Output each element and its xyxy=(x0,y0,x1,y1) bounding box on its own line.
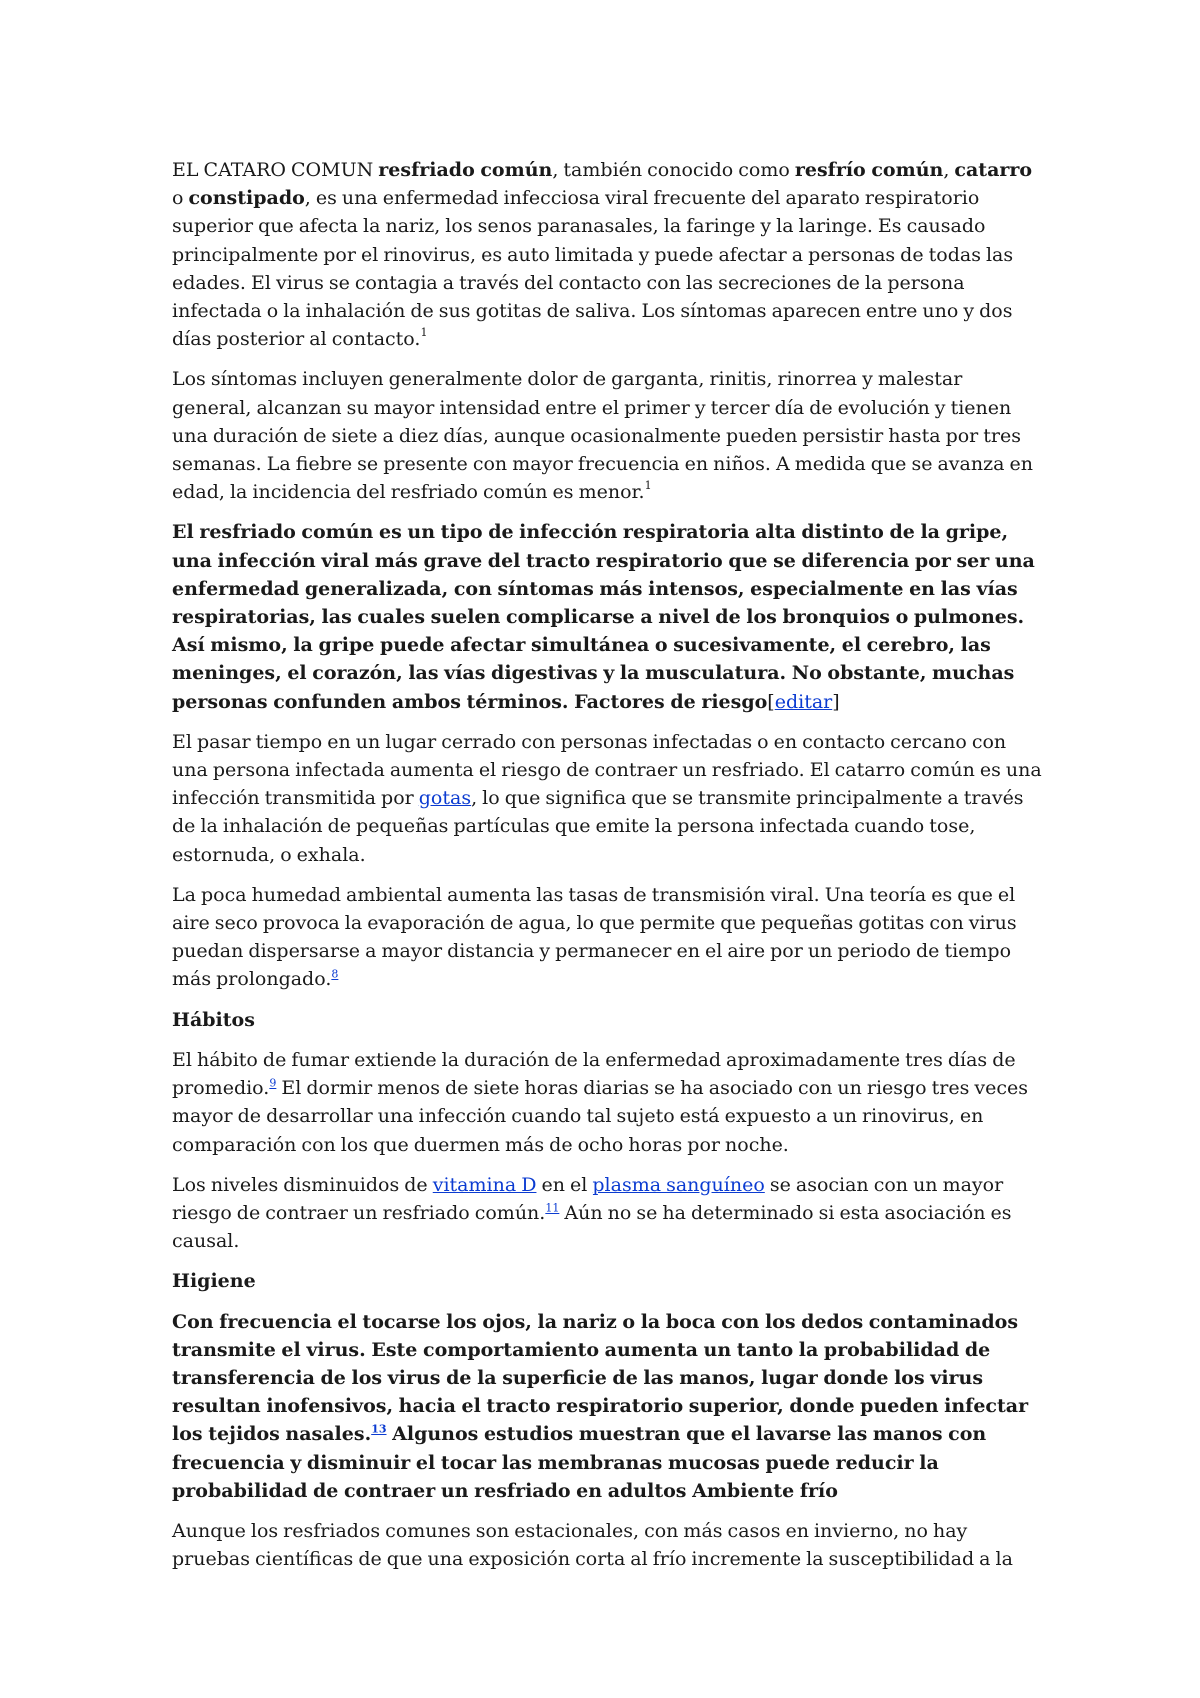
paragraph-intro xyxy=(172,156,1042,353)
edit-link[interactable]: editar xyxy=(774,690,833,713)
transmission-text-1: El pasar tiempo en un lugar cerrado con personas infectadas o en contacto cercano con una persona infectada aumenta el riesgo de contraer un resfriado. El catarro común es una infección transmitida por xyxy=(172,730,1042,810)
term-resfrio-comun: resfrío común xyxy=(794,159,944,181)
humidity-text: La poca humedad ambiental aumenta las tasas de transmisión viral. Una teoría es que el aire seco provoca la evaporación de agua, lo que permite que pequeñas gotitas con virus puedan dispersarse a mayor distancia y permanecer en el aire por un periodo de tiempo más prolongado. xyxy=(172,883,1017,991)
heading-higiene: Higiene xyxy=(172,1270,256,1293)
footnote-marker: 1 xyxy=(644,478,652,492)
paragraph-vitamin-d xyxy=(172,1171,1042,1256)
paragraph-hygiene xyxy=(172,1308,1042,1505)
plasma-sanguineo-link[interactable]: plasma sanguíneo xyxy=(592,1173,765,1196)
gotas-link[interactable]: gotas xyxy=(418,787,472,810)
edit-bracket-open: [ xyxy=(767,690,775,713)
habits-text-2: El dormir menos de siete horas diarias se ha asociado con un riesgo tres veces mayor de desarrollar una infección cuando tal sujeto está expuesto a un rinovirus, en comparación con los que duermen más de ocho horas por noche. xyxy=(172,1077,1029,1156)
intro-text-3: o xyxy=(172,187,189,210)
footnote-marker: 1 xyxy=(420,325,428,339)
paragraph-transmission xyxy=(172,728,1042,869)
vitamin-text-4: Aún no se ha determinado si esta asociación es causal. xyxy=(172,1201,1012,1253)
symptoms-text: Los síntomas incluyen generalmente dolor de garganta, rinitis, rinorrea y malestar general, alcanzan su mayor intensidad entre el primer y tercer día de evolución y tienen una duración de siete a diez días, aunque ocasionalmente pueden persistir hasta por tres semanas. La fiebre se presente con mayor frecuencia en niños. A medida que se avanza en edad, la incidencia del resfriado común es menor. xyxy=(172,368,1033,504)
term-catarro: catarro xyxy=(954,159,1033,181)
gripe-text: El resfriado común es un tipo de infección respiratoria alta distinto de la gripe, una infección viral más grave del tracto respiratorio que se diferencia por ser una enfermedad generalizada, con síntomas más intensos, especialmente en las vías respiratorias, las cuales suelen complicarse a nivel de los bronquios o pulmones. Así mismo, la gripe puede afectar simultánea o sucesivamente, el cerebro, las meninges, el corazón, las vías digestivas y la musculatura. No obstante, muchas personas confunden ambos términos. Factores de riesgo xyxy=(172,521,1035,713)
intro-text-4: , es una enfermedad infecciosa viral frecuente del aparato respiratorio superior que afecta la nariz, los senos paranasales, la faringe y la laringe. Es causado principalmente por el rinovirus, es auto limitada y puede afectar a personas de todas las edades. El virus se contagia a través del contacto con las secreciones de la persona infectada o la inhalación de sus gotitas de saliva. Los síntomas aparecen entre uno y dos días posterior al contacto. xyxy=(172,187,1014,351)
paragraph-gripe-comparison xyxy=(172,518,1042,715)
heading-habitos: Hábitos xyxy=(172,1008,255,1031)
hygiene-text-2: Algunos estudios muestran que el lavarse las manos con frecuencia y disminuir el tocar las membranas mucosas puede reducir la probabilidad de contraer un resfriado en adultos Ambiente frío xyxy=(172,1423,987,1502)
vitamin-text-3: se asocian con un mayor riesgo de contraer un resfriado común. xyxy=(172,1173,1004,1224)
habits-text-1: El hábito de fumar extiende la duración de la enfermedad aproximadamente tres días de promedio. xyxy=(172,1048,1016,1100)
vitamina-d-link[interactable]: vitamina D xyxy=(432,1173,537,1196)
paragraph-cold-environment xyxy=(172,1517,1042,1573)
document-body xyxy=(172,156,1042,1585)
paragraph-habits xyxy=(172,1046,1042,1159)
reference-link-13[interactable]: 13 xyxy=(371,1423,387,1436)
cold-environment-text: Aunque los resfriados comunes son estacionales, con más casos en invierno, no hay pruebas científicas de que una exposición corta al frío incremente la susceptibilidad a la xyxy=(172,1519,1013,1571)
paragraph-symptoms xyxy=(172,365,1042,506)
edit-bracket-close: ] xyxy=(832,690,840,713)
hygiene-text-1: Con frecuencia el tocarse los ojos, la nariz o la boca con los dedos contaminados transmite el virus. Este comportamiento aumenta un tanto la probabilidad de transferencia de los virus de la superficie de las manos, lugar donde los virus resultan inofensivos, hacia el tracto respiratorio superior, donde pueden infectar los tejidos nasales. xyxy=(172,1310,1029,1446)
transmission-text-2: , lo que significa que se transmite principalmente a través de la inhalación de pequeñas partículas que emite la persona infectada cuando tose, estornuda, o exhala. xyxy=(172,787,1024,866)
reference-link-11[interactable]: 11 xyxy=(545,1201,560,1215)
vitamin-text-2: en el xyxy=(536,1173,593,1196)
vitamin-text-1: Los niveles disminuidos de xyxy=(172,1173,433,1196)
intro-lead: EL CATARO COMUN xyxy=(172,159,379,181)
intro-text-2: , xyxy=(943,159,955,181)
term-constipado: constipado xyxy=(188,187,305,210)
paragraph-humidity xyxy=(172,881,1042,994)
intro-text-1: , también conocido como xyxy=(552,159,795,181)
reference-link-9[interactable]: 9 xyxy=(269,1076,277,1090)
term-resfriado-comun: resfriado común xyxy=(378,159,553,181)
reference-link-8[interactable]: 8 xyxy=(331,968,339,982)
